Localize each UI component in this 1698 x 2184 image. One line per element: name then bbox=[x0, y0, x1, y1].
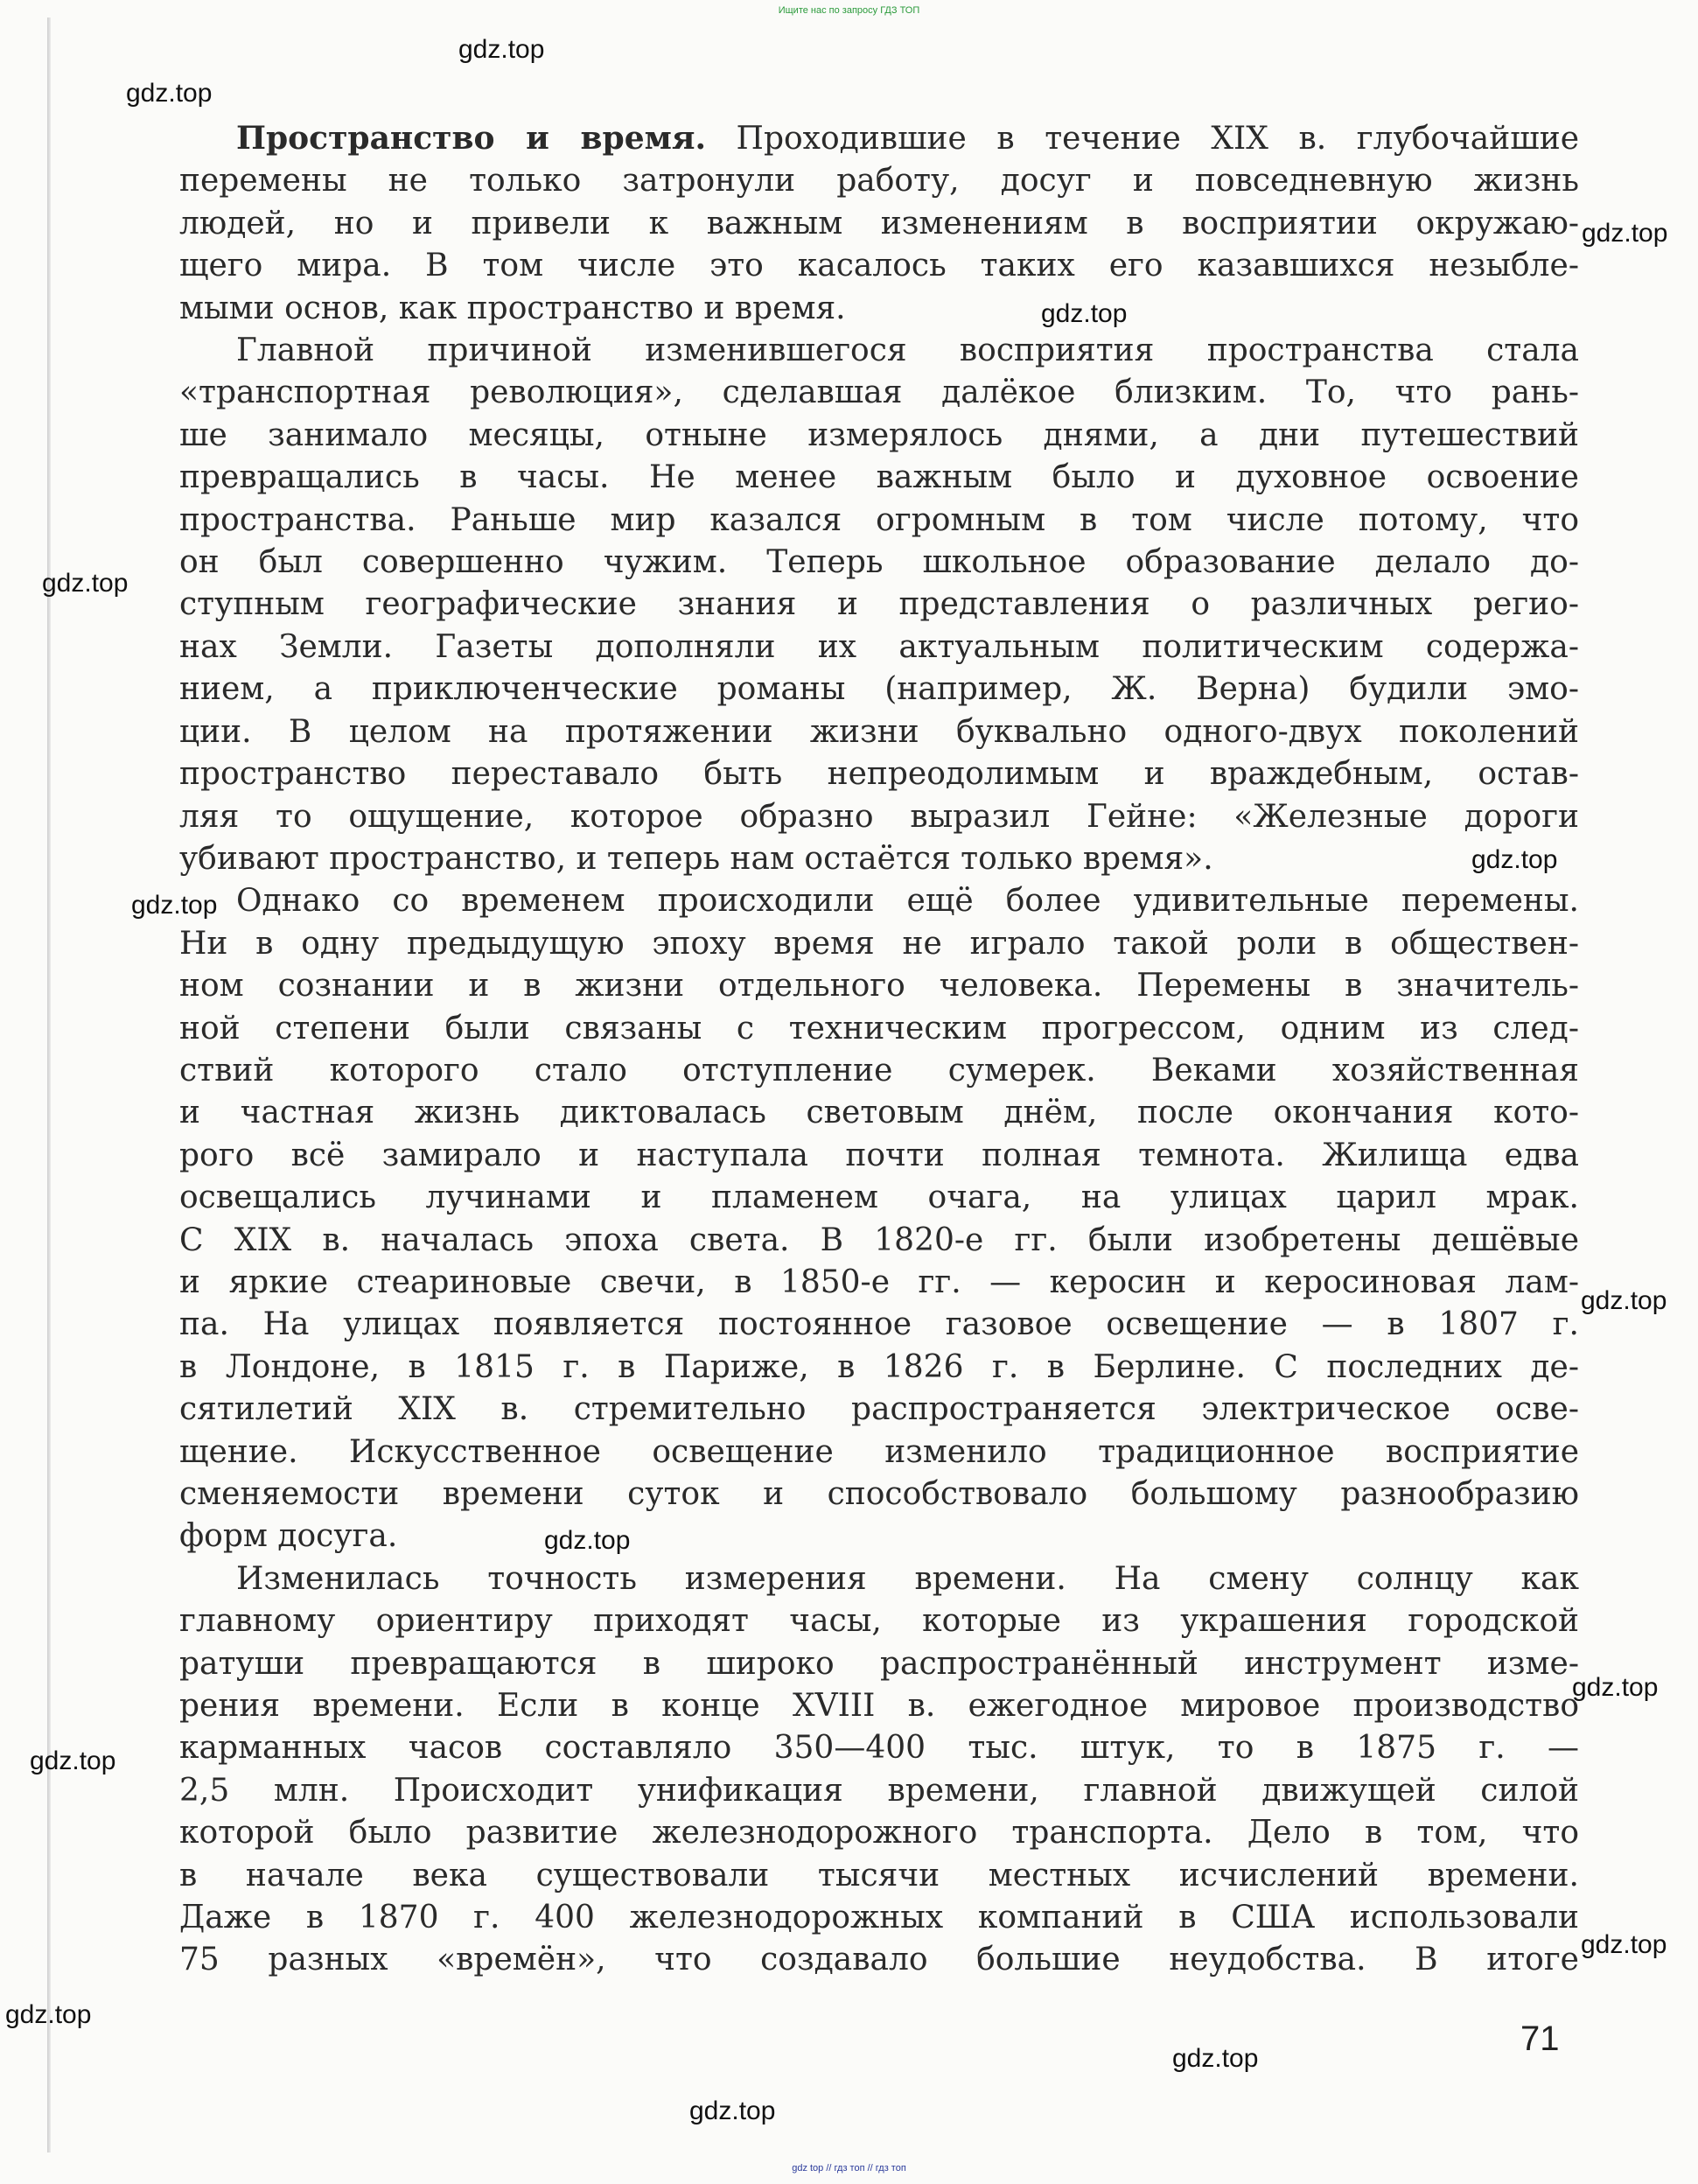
text-line: Ни в одну предыдущую эпоху время не играло такой роли в обществен- bbox=[179, 925, 1579, 962]
body-text bbox=[179, 117, 1579, 1982]
text-line: рения времени. Если в конце XVIII в. ежегодное мировое производство bbox=[179, 1688, 1579, 1725]
text-line: он был совершенно чужим. Теперь школьное образование делало до- bbox=[179, 544, 1579, 581]
watermark: gdz.top bbox=[1471, 845, 1558, 874]
text-line: людей, но и привели к важным изменениям в восприятии окружаю- bbox=[179, 205, 1579, 242]
watermark: gdz.top bbox=[689, 2096, 776, 2125]
text-line: ции. В целом на протяжении жизни буквально одного-двух поколений bbox=[179, 713, 1579, 750]
text-line: в Лондоне, в 1815 г. в Париже, в 1826 г. в Берлине. С последних де- bbox=[179, 1348, 1579, 1385]
watermark: gdz.top bbox=[1582, 219, 1668, 248]
watermark: gdz.top bbox=[1041, 299, 1128, 328]
watermark: gdz.top bbox=[544, 1526, 631, 1555]
top-banner: Ищите нас по запросу ГДЗ ТОП bbox=[778, 5, 920, 16]
paragraph-3 bbox=[179, 880, 1579, 1558]
watermark: gdz.top bbox=[1572, 1673, 1659, 1702]
text-line: пространство переставало быть непреодолимым и враждебным, остав- bbox=[179, 756, 1579, 793]
text-line: ратуши превращаются в широко распространённый инструмент изме- bbox=[179, 1645, 1579, 1682]
text-line: Однако со временем происходили ещё более удивительные перемены. bbox=[236, 883, 1579, 920]
text-line: сятилетий XIX в. стремительно распространяется электрическое осве- bbox=[179, 1391, 1579, 1428]
watermark: gdz.top bbox=[1172, 2044, 1259, 2073]
watermark: gdz.top bbox=[1581, 1286, 1667, 1315]
text-line: щение. Искусственное освещение изменило традиционное восприятие bbox=[179, 1433, 1579, 1470]
text-line: ствий которого стало отступление сумерек. Веками хозяйственная bbox=[179, 1052, 1579, 1088]
text-line: форм досуга. bbox=[179, 1518, 398, 1555]
watermark: gdz.top bbox=[5, 2000, 92, 2029]
watermark: gdz.top bbox=[126, 79, 213, 108]
text-line: Даже в 1870 г. 400 железнодорожных компаний в США использовали bbox=[179, 1900, 1579, 1936]
text-line: ляя то ощущение, которое образно выразил Гейне: «Железные дороги bbox=[179, 798, 1579, 835]
text-line: ном сознании и в жизни отдельного человека. Перемены в значитель- bbox=[179, 968, 1579, 1004]
watermark: gdz.top bbox=[458, 35, 545, 64]
text-line: щего мира. В том числе это касалось таких его казавшихся незыбле- bbox=[179, 248, 1579, 284]
text-line: С XIX в. началась эпоха света. В 1820-е гг. были изобретены дешёвые bbox=[179, 1222, 1579, 1258]
text-line: освещались лучинами и пламенем очага, на улицах царил мрак. bbox=[179, 1180, 1579, 1216]
text-line: сменяемости времени суток и способствовало большому разнообразию bbox=[179, 1476, 1579, 1512]
paragraph-4 bbox=[179, 1558, 1579, 1982]
watermark: gdz.top bbox=[1581, 1930, 1667, 1959]
text-line: главному ориентиру приходят часы, которые из украшения городской bbox=[179, 1603, 1579, 1640]
text-line: перемены не только затронули работу, досуг и повседневную жизнь bbox=[179, 163, 1579, 200]
text-line: Пространство и время. Проходившие в течение XIX в. глубочайшие bbox=[236, 120, 1579, 157]
text-line: и яркие стеариновые свечи, в 1850-е гг. — керосин и керосиновая лам- bbox=[179, 1264, 1579, 1300]
text-line: пространства. Раньше мир казался огромным в том числе потому, что bbox=[179, 501, 1579, 538]
text-line: карманных часов составляло 350—400 тыс. штук, то в 1875 г. — bbox=[179, 1730, 1579, 1767]
page-binding-edge bbox=[47, 18, 51, 2152]
text-line: ступным географические знания и представления о различных регио- bbox=[179, 586, 1579, 623]
section-heading: Пространство и время. bbox=[236, 120, 706, 157]
watermark: gdz.top bbox=[131, 891, 218, 920]
text-line: убивают пространство, и теперь нам остаётся только время». bbox=[179, 840, 1213, 877]
text-line: 2,5 млн. Происходит унификация времени, главной движущей силой bbox=[179, 1772, 1579, 1809]
watermark: gdz.top bbox=[42, 569, 129, 598]
text-line: превращались в часы. Не менее важным было и духовное освоение bbox=[179, 459, 1579, 496]
text-line: и частная жизнь диктовалась световым днём, после окончания кото- bbox=[179, 1095, 1579, 1131]
paragraph-1 bbox=[179, 117, 1579, 330]
watermark: gdz.top bbox=[30, 1746, 116, 1775]
bottom-banner: gdz top // гдз топ // гдз топ bbox=[792, 2163, 906, 2174]
text-line: которой было развитие железнодорожного транспорта. Дело в том, что bbox=[179, 1815, 1579, 1852]
text-line: ше занимало месяцы, отныне измерялось днями, а дни путешествий bbox=[179, 416, 1579, 453]
text-line: Главной причиной изменившегося восприятия пространства стала bbox=[236, 332, 1579, 369]
text-line: «транспортная революция», сделавшая далёкое близким. То, что рань- bbox=[179, 374, 1579, 411]
text-line: нах Земли. Газеты дополняли их актуальным политическим содержа- bbox=[179, 628, 1579, 665]
text-line: в начале века существовали тысячи местных исчислений времени. bbox=[179, 1857, 1579, 1894]
text-line: 75 разных «времён», что создавало большие неудобства. В итоге bbox=[179, 1942, 1579, 1978]
text-line: мыми основ, как пространство и время. bbox=[179, 290, 846, 326]
page-number: 71 bbox=[1520, 2020, 1560, 2058]
paragraph-2 bbox=[179, 330, 1579, 880]
text-line: рого всё замирало и наступала почти полная темнота. Жилища едва bbox=[179, 1137, 1579, 1173]
text-line: нием, а приключенческие романы (например, Ж. Верна) будили эмо- bbox=[179, 671, 1579, 708]
text-line: па. На улицах появляется постоянное газовое освещение — в 1807 г. bbox=[179, 1306, 1579, 1343]
text-line: Изменилась точность измерения времени. На смену солнцу как bbox=[236, 1560, 1579, 1597]
text-line: ной степени были связаны с техническим прогрессом, одним из след- bbox=[179, 1010, 1579, 1046]
